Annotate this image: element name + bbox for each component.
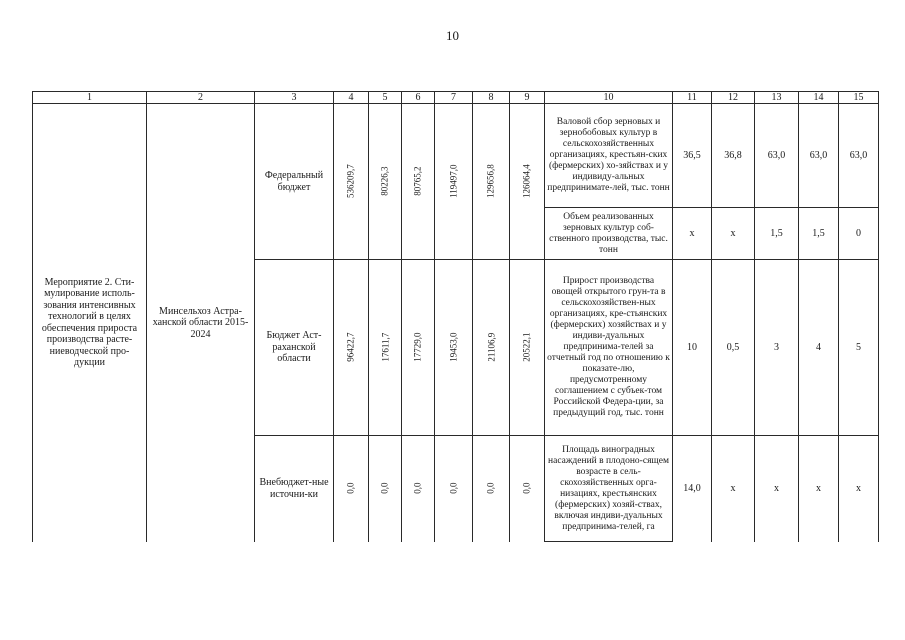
amount-cell — [473, 104, 510, 260]
amount-cell — [334, 436, 369, 542]
amount-value: 0,0 — [521, 482, 532, 494]
indicator-value: 0,5 — [712, 260, 755, 436]
amount-value: 119497,0 — [448, 164, 459, 198]
program-table — [32, 91, 879, 542]
indicator-value: 1,5 — [755, 208, 799, 260]
amount-cell — [510, 436, 545, 542]
indicator-text: Валовой сбор зерновых и зернобобовых культур в сельскохозяйственных организациях, крестьян-ских (фермерских) хо-зяйствах и у индивиду-альных предпринимате-лей, тыс. тонн — [547, 117, 670, 193]
col-header: 15 — [839, 92, 879, 104]
indicator-cell — [545, 208, 673, 260]
indicator-value: 1,5 — [799, 208, 839, 260]
indicator-value: 63,0 — [799, 104, 839, 208]
amount-cell — [369, 104, 402, 260]
amount-cell — [435, 260, 473, 436]
amount-cell — [334, 104, 369, 260]
amount-value: 17729,0 — [412, 332, 423, 362]
amount-value: 80226,3 — [379, 166, 390, 196]
amount-value: 0,0 — [412, 482, 423, 494]
col-header: 1 — [33, 92, 147, 104]
indicator-text: Прирост производства овощей открытого грун-та в сельскохозяйствен-ных организациях, кре-стьянских (фермерских) хозяйствах и у индиви-дуальных предпринима-телей за отчетный год по отношению к показате-лю, предусмотренному соглашением с субъек-том Российской Федера-ции, за предыдущий год, тыс. тонн — [547, 276, 670, 418]
indicator-value: х — [799, 436, 839, 542]
col-header: 13 — [755, 92, 799, 104]
col-header: 11 — [673, 92, 712, 104]
amount-cell — [369, 260, 402, 436]
page-number: 10 — [446, 28, 459, 43]
indicator-value: 3 — [755, 260, 799, 436]
col-header: 7 — [435, 92, 473, 104]
amount-value: 0,0 — [379, 482, 390, 494]
amount-cell — [334, 260, 369, 436]
executor-cell — [147, 104, 255, 542]
table-row — [33, 104, 879, 208]
source-cell — [255, 436, 334, 542]
amount-cell — [510, 104, 545, 260]
activity-cell — [33, 104, 147, 542]
amount-value: 96422,7 — [345, 332, 356, 362]
indicator-value: 5 — [839, 260, 879, 436]
col-header: 3 — [255, 92, 334, 104]
amount-value: 21106,9 — [485, 332, 496, 362]
indicator-value: 0 — [839, 208, 879, 260]
amount-value: 19453,0 — [448, 332, 459, 362]
source-cell — [255, 104, 334, 260]
col-header: 4 — [334, 92, 369, 104]
indicator-value: 4 — [799, 260, 839, 436]
indicator-value: х — [839, 436, 879, 542]
col-header: 12 — [712, 92, 755, 104]
indicator-text: Площадь виноградных насаждений в плодоно-сящем возрасте в сель-скохозяйственных орга-низациях, крестьянских (фермерских) хозяй-ствах, включая индиви-дуальных предпринима-телей, га — [548, 444, 669, 532]
indicator-value: х — [755, 436, 799, 542]
funding-source: Бюджет Аст-раханской области — [266, 330, 322, 365]
amount-value: 0,0 — [485, 482, 496, 494]
funding-source: Федеральный бюджет — [264, 170, 324, 193]
amount-cell — [369, 436, 402, 542]
amount-value: 17611,7 — [379, 332, 390, 362]
indicator-value: х — [712, 436, 755, 542]
amount-value: 0,0 — [345, 482, 356, 494]
activity-name: Мероприятие 2. Сти-мулирование исполь-зования интенсивных технологий в целях обеспечения прироста производства расте-ниеводческой про-дукции — [41, 276, 138, 369]
executor-name: Минсельхоз Астра-ханской области 2015-2024 — [152, 305, 249, 340]
indicator-value: х — [712, 208, 755, 260]
col-header: 10 — [545, 92, 673, 104]
amount-value: 80765,2 — [412, 166, 423, 196]
indicator-value: 36,5 — [673, 104, 712, 208]
indicator-value: 63,0 — [755, 104, 799, 208]
amount-cell — [473, 436, 510, 542]
col-header: 14 — [799, 92, 839, 104]
amount-cell — [402, 104, 435, 260]
col-header: 2 — [147, 92, 255, 104]
amount-value: 129656,8 — [485, 164, 496, 198]
amount-cell — [473, 260, 510, 436]
indicator-cell — [545, 104, 673, 208]
col-header: 9 — [510, 92, 545, 104]
col-header: 6 — [402, 92, 435, 104]
col-header: 5 — [369, 92, 402, 104]
amount-value: 126064,4 — [521, 164, 532, 198]
amount-cell — [510, 260, 545, 436]
amount-value: 536209,7 — [345, 164, 356, 198]
funding-source: Внебюджет-ные источни-ки — [259, 477, 329, 500]
col-header: 8 — [473, 92, 510, 104]
indicator-value: 14,0 — [673, 436, 712, 542]
indicator-value: 36,8 — [712, 104, 755, 208]
amount-value: 0,0 — [448, 482, 459, 494]
amount-cell — [435, 436, 473, 542]
indicator-cell — [545, 436, 673, 542]
amount-cell — [435, 104, 473, 260]
amount-value: 20522,1 — [521, 332, 532, 362]
amount-cell — [402, 260, 435, 436]
indicator-value: х — [673, 208, 712, 260]
indicator-value: 63,0 — [839, 104, 879, 208]
amount-cell — [402, 436, 435, 542]
source-cell — [255, 260, 334, 436]
header-row — [33, 92, 879, 104]
indicator-text: Объем реализованных зерновых культур соб-ственного производства, тыс. тонн — [549, 211, 668, 255]
indicator-value: 10 — [673, 260, 712, 436]
indicator-cell — [545, 260, 673, 436]
